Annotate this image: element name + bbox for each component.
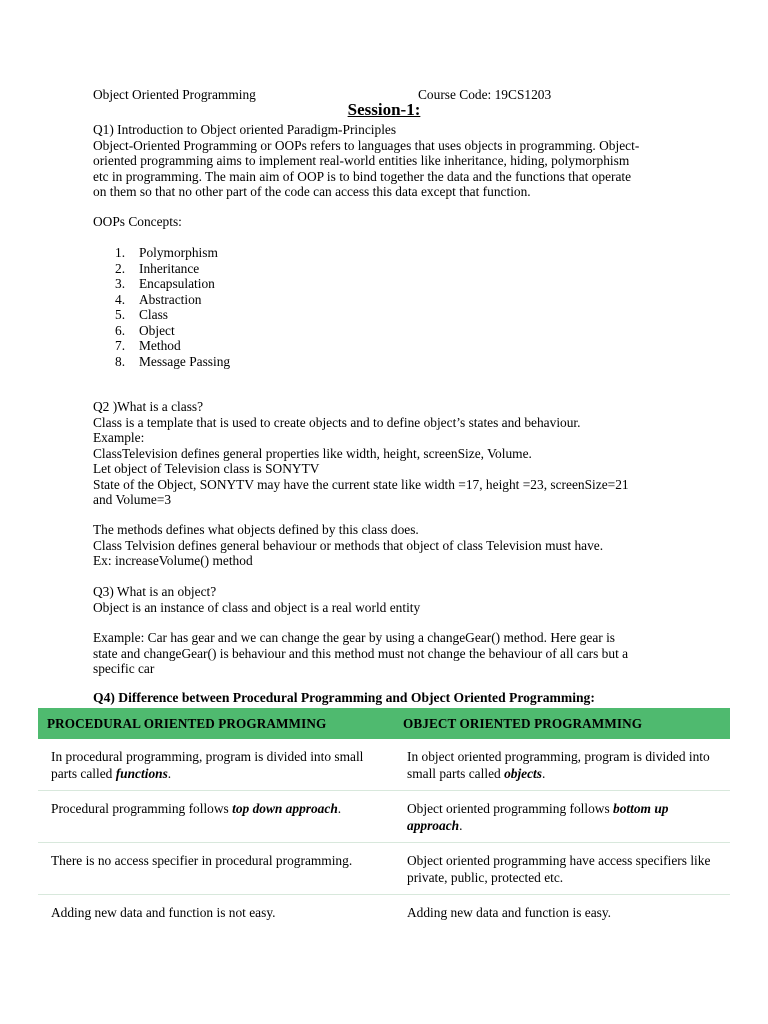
table-cell bbox=[38, 739, 394, 791]
cell-text: Object oriented programming follows bbox=[407, 801, 614, 816]
concepts-heading: OOPs Concepts: bbox=[93, 214, 182, 229]
cell-text: . bbox=[337, 801, 342, 816]
list-number: 8. bbox=[115, 353, 126, 369]
q2-line: ClassTelevision defines general properties like width, height, screenSize, Volume. bbox=[93, 445, 532, 461]
q2-methods-line: Class Telvision defines general behaviour or methods that object of class Television must have. bbox=[93, 537, 604, 553]
session-title: Session-1: bbox=[347, 100, 421, 119]
list-number: 4. bbox=[115, 291, 126, 307]
list-number: 2. bbox=[115, 260, 126, 276]
q2-line: State of the Object, SONYTV may have the current state like width =17, height =23, screenSize=21 bbox=[93, 476, 629, 492]
cell-text: . bbox=[459, 818, 463, 833]
q2-line: Class is a template that is used to create objects and to define object’s states and behaviour. bbox=[93, 414, 581, 430]
cell-text: . bbox=[167, 766, 172, 781]
cell-text: In object oriented programming, program is divided into small parts called bbox=[407, 749, 710, 781]
list-item bbox=[93, 323, 673, 339]
table-cell bbox=[38, 843, 394, 895]
cell-emphasis: functions bbox=[115, 766, 168, 781]
q2-line: Example: bbox=[93, 430, 145, 445]
concepts-heading-block bbox=[93, 214, 673, 230]
column-header-object-oriented: OBJECT ORIENTED PROGRAMMING bbox=[394, 708, 730, 739]
cell-text: Object oriented programming have access specifiers like private, public, protected etc. bbox=[407, 853, 711, 885]
list-label: Class bbox=[139, 307, 169, 322]
course-name: Object Oriented Programming bbox=[93, 87, 256, 102]
q2-methods-line: Ex: increaseVolume() method bbox=[93, 553, 253, 568]
table-cell bbox=[38, 895, 394, 930]
list-item bbox=[93, 307, 673, 323]
course-code: Course Code: 19CS1203 bbox=[418, 87, 552, 102]
list-label: Method bbox=[139, 338, 181, 353]
cell-text: In procedural programming, program is divided into small parts called bbox=[51, 749, 364, 781]
table-cell bbox=[394, 895, 730, 930]
cell-emphasis: top down approach bbox=[232, 801, 338, 816]
table-cell bbox=[394, 739, 730, 791]
q1-answer-line: Object-Oriented Programming or OOPs refers to languages that uses objects in programming. Object- bbox=[93, 137, 640, 153]
list-item bbox=[93, 292, 673, 308]
q1-question: Q1) Introduction to Object oriented Paradigm-Principles bbox=[93, 122, 397, 137]
list-label: Message Passing bbox=[139, 353, 231, 369]
q3-example-section bbox=[93, 630, 673, 677]
q3-question: Q3) What is an object? bbox=[93, 584, 217, 599]
list-item bbox=[93, 338, 673, 354]
list-item bbox=[93, 261, 673, 277]
q1-answer-line: etc in programming. The main aim of OOP is to bind together the data and the functions that operate bbox=[93, 168, 632, 184]
comparison-table bbox=[38, 708, 730, 929]
table-row bbox=[38, 739, 730, 791]
table-row bbox=[38, 895, 730, 930]
list-number: 3. bbox=[115, 276, 126, 291]
cell-emphasis: objects bbox=[504, 766, 542, 781]
q2-methods-line: The methods defines what objects defined by this class does. bbox=[93, 522, 419, 537]
list-label: Inheritance bbox=[139, 260, 200, 276]
list-item bbox=[93, 245, 673, 261]
cell-text: Procedural programming follows bbox=[51, 801, 233, 816]
list-number: 5. bbox=[115, 307, 126, 322]
list-label: Polymorphism bbox=[139, 245, 218, 260]
cell-text: There is no access specifier in procedural programming. bbox=[51, 853, 353, 868]
list-number: 7. bbox=[115, 338, 126, 353]
cell-emphasis: bottom up approach bbox=[407, 801, 669, 833]
q2-line: Let object of Television class is SONYTV bbox=[93, 461, 320, 476]
list-label: Object bbox=[139, 322, 175, 338]
cell-text: Adding new data and function is not easy. bbox=[51, 905, 276, 920]
list-item bbox=[93, 276, 673, 292]
table-cell bbox=[394, 791, 730, 843]
list-number: 6. bbox=[115, 322, 126, 338]
concepts-list-block bbox=[93, 245, 673, 369]
concepts-list bbox=[93, 245, 673, 369]
q3-section bbox=[93, 584, 673, 615]
table-cell bbox=[394, 843, 730, 895]
q3-answer: Object is an instance of class and object is a real world entity bbox=[93, 599, 421, 615]
q1-section bbox=[93, 122, 673, 200]
table-cell bbox=[38, 791, 394, 843]
q1-answer-line: oriented programming aims to implement real-world entities like inheritance, hiding, polymorphism bbox=[93, 153, 630, 168]
q3-example-line: Example: Car has gear and we can change the gear by using a changeGear() method. Here gear is bbox=[93, 630, 615, 645]
q2-line: and Volume=3 bbox=[93, 492, 172, 507]
table-header-row bbox=[38, 708, 730, 739]
q2-section bbox=[93, 399, 673, 508]
q3-example-line: state and changeGear() is behaviour and this method must not change the behaviour of all cars but a bbox=[93, 645, 629, 661]
list-label: Encapsulation bbox=[139, 276, 215, 291]
q2-question: Q2 )What is a class? bbox=[93, 399, 204, 414]
table-row bbox=[38, 791, 730, 843]
cell-text: . bbox=[542, 766, 546, 781]
q1-answer-line: on them so that no other part of the code can access this data except that function. bbox=[93, 184, 531, 199]
cell-text: Adding new data and function is easy. bbox=[407, 905, 612, 920]
q3-example-line: specific car bbox=[93, 661, 155, 676]
column-header-procedural: PROCEDURAL ORIENTED PROGRAMMING bbox=[38, 708, 394, 739]
table-row bbox=[38, 843, 730, 895]
list-item bbox=[93, 354, 673, 370]
q2-methods-section bbox=[93, 522, 673, 569]
list-number: 1. bbox=[115, 245, 126, 260]
list-label: Abstraction bbox=[139, 291, 202, 307]
q4-heading: Q4) Difference between Procedural Programming and Object Oriented Programming: bbox=[93, 690, 595, 705]
